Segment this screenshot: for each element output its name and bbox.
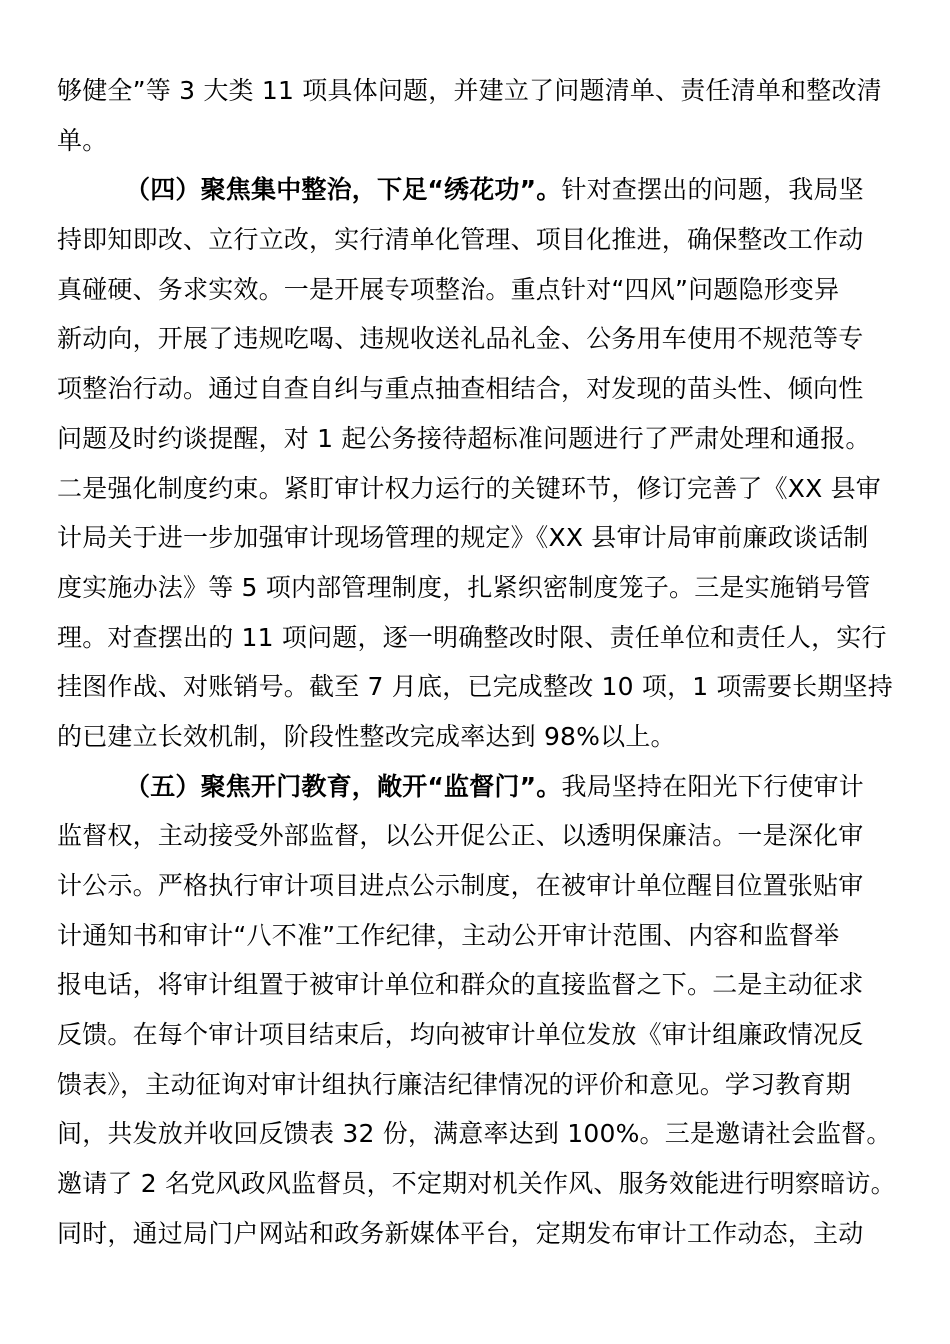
section-heading-5: （五）聚焦开门教育，敞开“监督门”。 bbox=[125, 771, 562, 801]
paragraph-line: 度实施办法》等 5 项内部管理制度，扎紧织密制度笼子。三是实施销号管 bbox=[57, 572, 871, 602]
paragraph-line: 计公示。严格执行审计项目进点公示制度，在被审计单位醒目位置张贴审 bbox=[57, 871, 864, 900]
paragraph-line: 二是强化制度约束。紧盯审计权力运行的关键环节，修订完善了《XX 县审 bbox=[57, 473, 882, 503]
paragraph-line: 问题及时约谈提醒，对 1 起公务接待超标准问题进行了严肃处理和通报。 bbox=[57, 423, 871, 453]
paragraph-line: 计局关于进一步加强审计现场管理的规定》《XX 县审计局审前廉政谈话制 bbox=[57, 523, 869, 553]
paragraph-line: 持即知即改、立行立改，实行清单化管理、项目化推进，确保整改工作动 bbox=[57, 225, 864, 255]
paragraph-line: 够健全”等 3 大类 11 项具体问题，并建立了问题清单、责任清单和整改清 bbox=[57, 76, 882, 105]
paragraph-line: 监督权，主动接受外部监督，以公开促公正、以透明保廉洁。一是深化审 bbox=[57, 821, 864, 851]
paragraph-line: 的已建立长效机制，阶段性整改完成率达到 98%以上。 bbox=[57, 721, 676, 751]
paragraph-line: 单。 bbox=[57, 125, 108, 155]
section-heading-4: （四）聚焦集中整治，下足“绣花功”。 bbox=[125, 175, 562, 205]
paragraph-line: 新动向，开展了违规吃喝、违规收送礼品礼金、公务用车使用不规范等专 bbox=[57, 324, 864, 354]
section-heading-line bbox=[57, 165, 887, 215]
paragraph-line: 间，共发放并收回反馈表 32 份，满意率达到 100%。三是邀请社会监督。 bbox=[57, 1119, 892, 1149]
paragraph-line: 馈表》，主动征询对审计组执行廉洁纪律情况的评价和意见。学习教育期 bbox=[57, 1069, 851, 1099]
paragraph-line: 项整治行动。通过自查自纠与重点抽查相结合，对发现的苗头性、倾向性 bbox=[57, 374, 864, 404]
document-page bbox=[57, 66, 896, 1259]
paragraph-line: 挂图作战、对账销号。截至 7 月底，已完成整改 10 项，1 项需要长期坚持 bbox=[57, 672, 893, 702]
paragraph-line: 理。对查摆出的 11 项问题，逐一明确整改时限、责任单位和责任人，实行 bbox=[57, 622, 887, 652]
paragraph-line: 报电话，将审计组置于被审计单位和群众的直接监督之下。二是主动征求 bbox=[57, 970, 864, 1000]
paragraph-line: 邀请了 2 名党风政风监督员，不定期对机关作风、服务效能进行明察暗访。 bbox=[57, 1169, 896, 1199]
paragraph-text: 我局坚持在阳光下行使审计 bbox=[561, 771, 864, 801]
paragraph-line: 反馈。在每个审计项目结束后，均向被审计单位发放《审计组廉政情况反 bbox=[57, 1020, 864, 1050]
paragraph-line: 真碰硬、务求实效。一是开展专项整治。重点针对“四风”问题隐形变异 bbox=[57, 274, 840, 304]
paragraph-text: 针对查摆出的问题，我局坚 bbox=[561, 175, 864, 205]
paragraph-line: 计通知书和审计“八不准”工作纪律，主动公开审计范围、内容和监督举 bbox=[57, 920, 840, 950]
paragraph-line: 同时，通过局门户网站和政务新媒体平台，定期发布审计工作动态，主动 bbox=[57, 1218, 864, 1248]
section-heading-line bbox=[57, 762, 887, 812]
